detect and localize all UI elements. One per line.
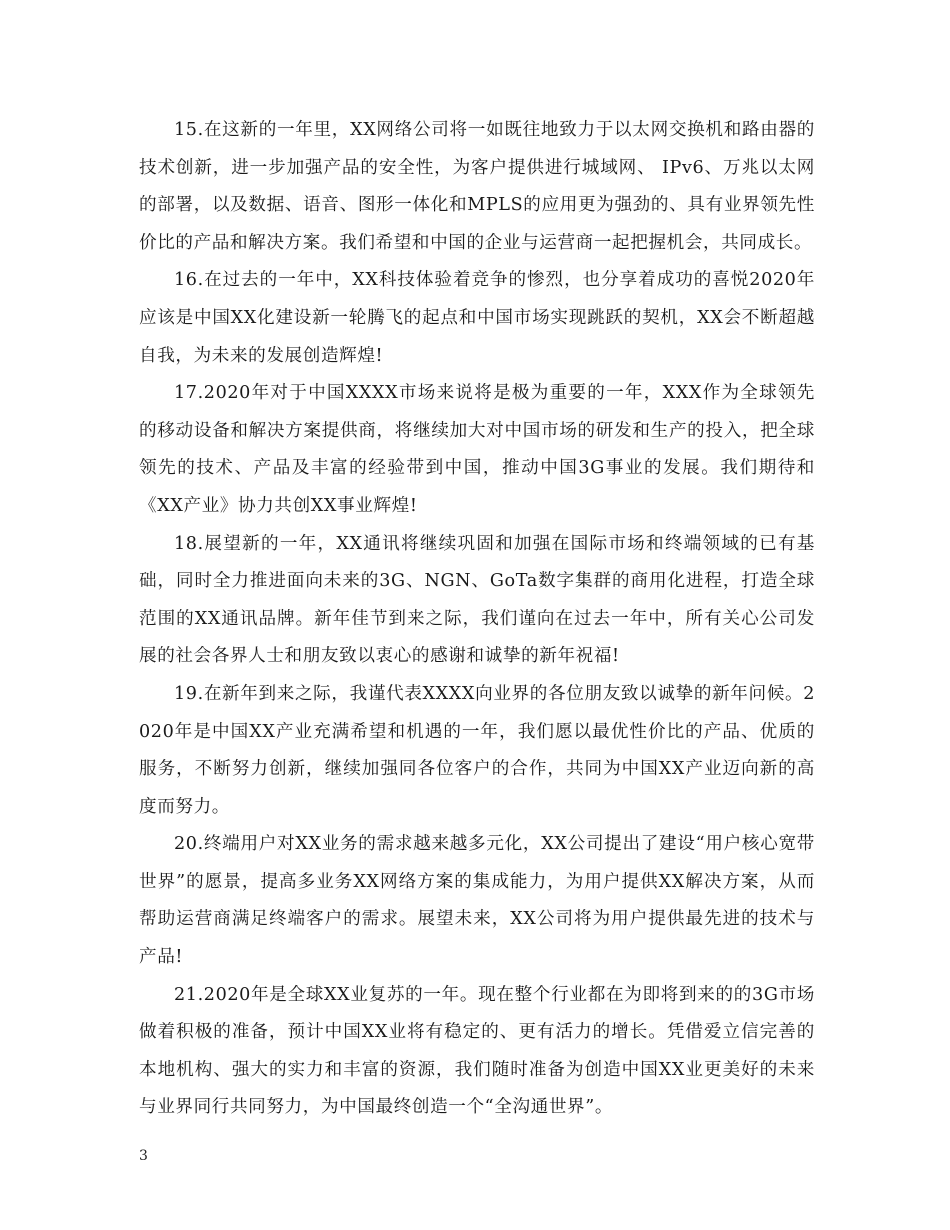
paragraph-19: 19.在新年到来之际，我谨代表XXXX向业界的各位朋友致以诚挚的新年问候。2020年是中国XX产业充满希望和机遇的一年，我们愿以最优性价比的产品、优质的服务，不断努力创新，继续加强同各位客户的合作，共同为中国XX产业迈向新的高度而努力。: [139, 683, 815, 817]
paragraph-18: 18.展望新的一年，XX通讯将继续巩固和加强在国际市场和终端领域的已有基础，同时全力推进面向未来的3G、NGN、GoTa数字集群的商用化进程，打造全球范围的XX通讯品牌。新年佳节到来之际，我们谨向在过去一年中，所有关心公司发展的社会各界人士和朋友致以衷心的感谢和诚挚的新年祝福!: [139, 533, 815, 667]
document-body: [139, 112, 815, 1127]
page-number: 3: [139, 1148, 148, 1164]
paragraph-21: 21.2020年是全球XX业复苏的一年。现在整个行业都在为即将到来的的3G市场做着积极的准备，预计中国XX业将有稳定的、更有活力的增长。凭借爱立信完善的本地机构、强大的实力和丰富的资源，我们随时准备为创造中国XX业更美好的未来与业界同行共同努力，为中国最终创造一个“全沟通世界”。: [139, 984, 815, 1118]
paragraph-15: 15.在这新的一年里，XX网络公司将一如既往地致力于以太网交换机和路由器的技术创新，进一步加强产品的安全性，为客户提供进行城域网、 IPv6、万兆以太网的部署，以及数据、语音、图形一体化和MPLS的应用更为强劲的、具有业界领先性价比的产品和解决方案。我们希望和中国的企业与运营商一起把握机会，共同成长。: [139, 120, 815, 253]
paragraph-17: 17.2020年对于中国XXXX市场来说将是极为重要的一年，XXX作为全球领先的移动设备和解决方案提供商，将继续加大对中国市场的研发和生产的投入，把全球领先的技术、产品及丰富的经验带到中国，推动中国3G事业的发展。我们期待和《XX产业》协力共创XX事业辉煌!: [139, 383, 815, 516]
paragraph-16: 16.在过去的一年中，XX科技体验着竞争的惨烈，也分享着成功的喜悦2020年应该是中国XX化建设新一轮腾飞的起点和中国市场实现跳跃的契机，XX会不断超越自我，为未来的发展创造辉煌!: [139, 270, 815, 366]
paragraph-20: 20.终端用户对XX业务的需求越来越多元化，XX公司提出了建设“用户核心宽带世界”的愿景，提高多业务XX网络方案的集成能力，为用户提供XX解决方案，从而帮助运营商满足终端客户的需求。展望未来，XX公司将为用户提供最先进的技术与产品!: [139, 834, 815, 968]
